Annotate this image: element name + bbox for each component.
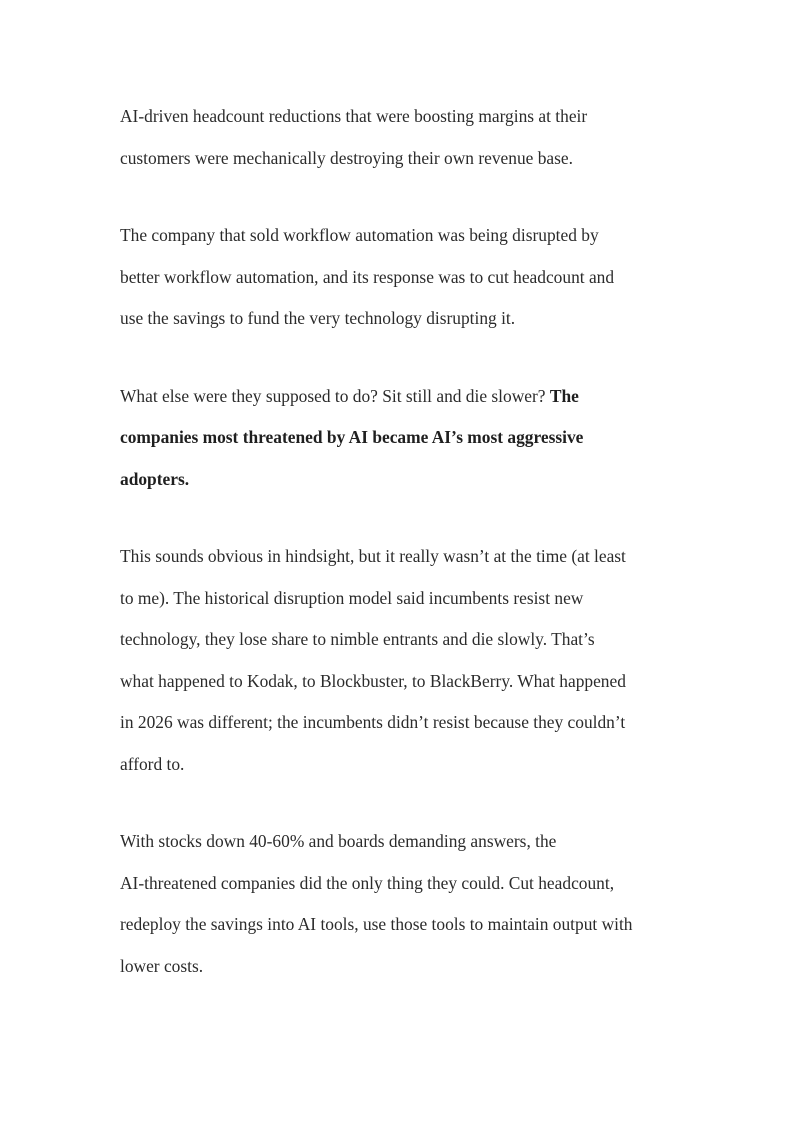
text-line: redeploy the savings into AI tools, use those tools to maintain output with <box>120 914 633 934</box>
paragraph-1 <box>120 96 680 179</box>
text-run: What else were they supposed to do? Sit still and die slower? <box>120 385 550 406</box>
text-line: AI-driven headcount reductions that were boosting margins at their <box>120 106 588 126</box>
paragraph-2 <box>120 215 680 340</box>
text-line: technology, they lose share to nimble entrants and die slowly. That’s <box>120 629 595 649</box>
text-line: in 2026 was different; the incumbents didn’t resist because they couldn’t <box>120 712 626 732</box>
text-line: better workflow automation, and its response was to cut headcount and <box>120 266 615 287</box>
paragraph-4 <box>120 536 680 785</box>
text-line <box>120 376 680 418</box>
text-line: This sounds obvious in hindsight, but it really wasn’t at the time (at least <box>120 546 626 566</box>
text-line: With stocks down 40-60% and boards demanding answers, the <box>120 831 557 851</box>
bold-text-line: companies most threatened by AI became AI’s most aggressive <box>120 427 584 447</box>
text-line: customers were mechanically destroying their own revenue base. <box>120 147 573 168</box>
paragraph-5 <box>120 821 680 987</box>
text-line: lower costs. <box>120 955 204 976</box>
text-line: AI-threatened companies did the only thing they could. Cut headcount, <box>120 872 615 893</box>
document-body <box>120 96 680 1023</box>
text-line: The company that sold workflow automation was being disrupted by <box>120 225 599 245</box>
text-line: afford to. <box>120 753 185 774</box>
paragraph-3 <box>120 376 680 501</box>
bold-text-run: The <box>549 385 579 406</box>
text-line: to me). The historical disruption model said incumbents resist new <box>120 587 584 608</box>
bold-text-line: adopters. <box>120 468 190 489</box>
text-line: use the savings to fund the very technology disrupting it. <box>120 308 516 328</box>
text-line: what happened to Kodak, to Blockbuster, to BlackBerry. What happened <box>120 670 626 691</box>
